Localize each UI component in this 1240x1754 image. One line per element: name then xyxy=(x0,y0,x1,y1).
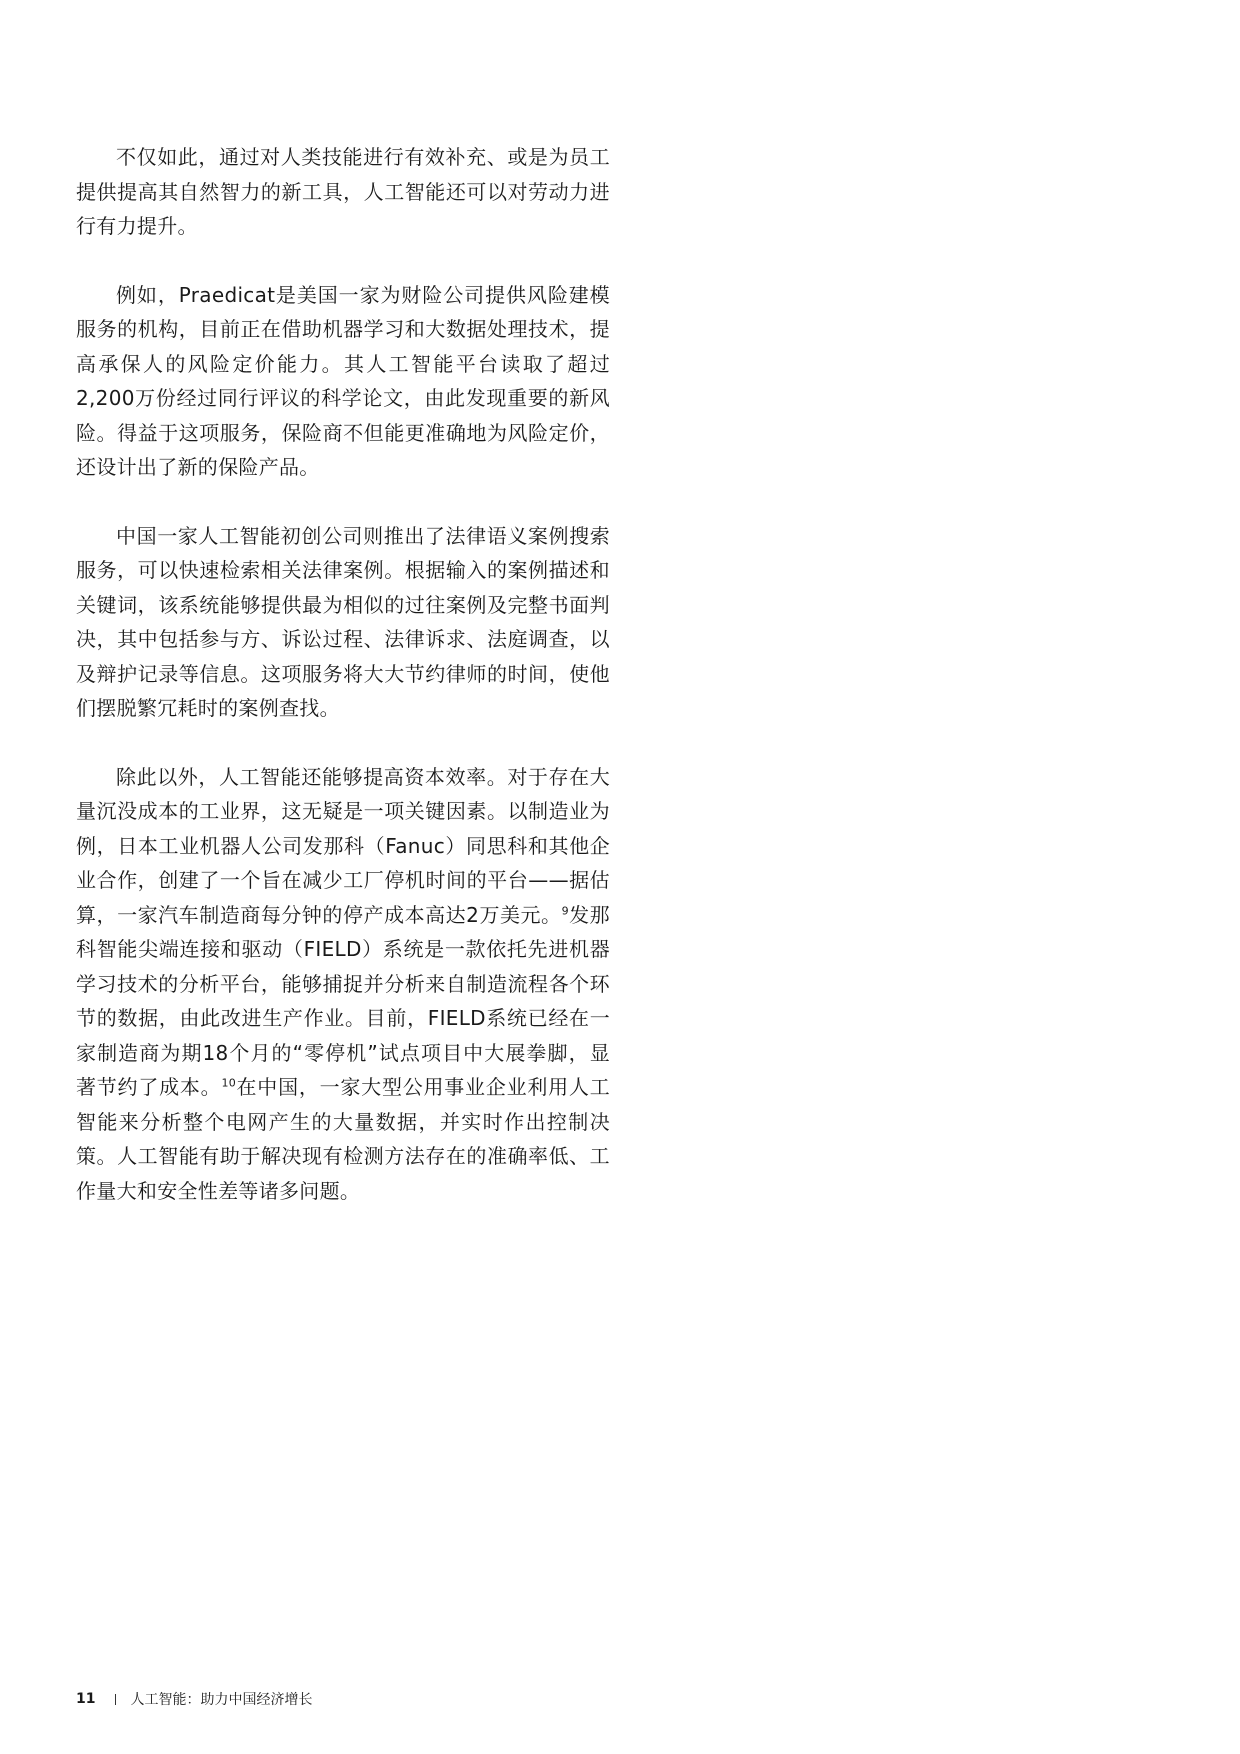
paragraph-4-part-b: 发那科智能尖端连接和驱动（FIELD）系统是一款依托先进机器学习技术的分析平台，能够捕捉并分析来自制造流程各个环节的数据，由此改进生产作业。目前，FIELD系统已经在一家制造商为期18个月的“零停机”试点项目中大展拳脚，显著节约了成本。 xyxy=(76,902,610,1099)
paragraph-1: 不仅如此，通过对人类技能进行有效补充、或是为员工提供提高其自然智力的新工具，人工智能还可以对劳动力进行有力提升。 xyxy=(76,145,610,238)
paragraph-3: 中国一家人工智能初创公司则推出了法律语义案例搜索服务，可以快速检索相关法律案例。根据输入的案例描述和关键词，该系统能够提供最为相似的过往案例及完整书面判决，其中包括参与方、诉讼过程、法律诉求、法庭调查，以及辩护记录等信息。这项服务将大大节约律师的时间，使他们摆脱繁冗耗时的案例查找。 xyxy=(76,523,610,720)
page-footer xyxy=(76,1689,312,1709)
paragraph-4-part-c: 在中国，一家大型公用事业企业利用人工智能来分析整个电网产生的大量数据，并实时作出控制决策。人工智能有助于解决现有检测方法存在的准确率低、工作量大和安全性差等诸多问题。 xyxy=(76,1075,610,1203)
paragraph-4-part-a: 除此以外，人工智能还能够提高资本效率。对于存在大量沉没成本的工业界，这无疑是一项关键因素。以制造业为例，日本工业机器人公司发那科（Fanuc）同思科和其他企业合作，创建了一个旨在减少工厂停机时间的平台——据估算，一家汽车制造商每分钟的停产成本高达2万美元。 xyxy=(76,764,610,927)
document-title: 人工智能：助力中国经济增长 xyxy=(130,1692,313,1708)
footer-separator xyxy=(115,1694,116,1705)
paragraph-4 xyxy=(76,760,610,1209)
footnote-ref-9: 9 xyxy=(561,903,569,917)
body-text xyxy=(76,140,610,1242)
footnote-ref-10: 10 xyxy=(221,1076,237,1090)
paragraph-2: 例如，Praedicat是美国一家为财险公司提供风险建模服务的机构，目前正在借助机器学习和大数据处理技术，提高承保人的风险定价能力。其人工智能平台读取了超过2,200万份经过同行评议的科学论文，由此发现重要的新风险。得益于这项服务，保险商不但能更准确地为风险定价，还设计出了新的保险产品。 xyxy=(76,282,610,479)
page-number: 11 xyxy=(76,1691,96,1707)
